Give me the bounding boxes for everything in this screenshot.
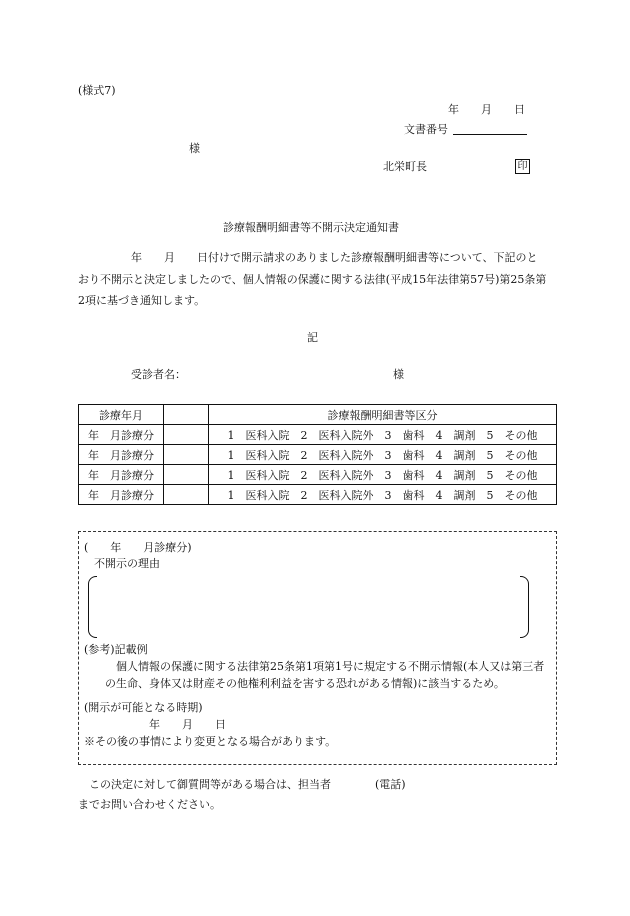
open-label: (開示が可能となる時期) xyxy=(84,701,203,714)
change-note: ※その後の事情により変更となる場合があります。 xyxy=(84,735,337,748)
row-blank xyxy=(164,465,209,485)
table-row xyxy=(79,445,557,465)
header-blank xyxy=(164,405,209,425)
row-period: 年 月診療分 xyxy=(79,465,164,485)
document-title: 診療報酬明細書等不開示決定通知書 xyxy=(223,221,399,234)
header-period: 診療年月 xyxy=(79,405,164,425)
ref-label: (参考)記載例 xyxy=(84,643,148,656)
body-line-3: 2項に基づき通知します。 xyxy=(78,294,206,307)
ki-heading: 記 xyxy=(307,331,318,344)
doc-number-blank xyxy=(453,134,527,135)
row-period: 年 月診療分 xyxy=(79,425,164,445)
clinic-table xyxy=(78,404,557,505)
box-period-line: ( 年 月診療分) xyxy=(84,541,192,554)
reason-bracket-left xyxy=(88,576,97,638)
patient-label: 受診者名： xyxy=(131,368,186,381)
header-category: 診療報酬明細書等区分 xyxy=(209,405,557,425)
row-blank xyxy=(164,445,209,465)
row-categories: 1 医科入院 2 医科入院外 3 歯科 4 調剤 5 その他 xyxy=(209,485,557,505)
row-period: 年 月診療分 xyxy=(79,445,164,465)
patient-sama: 様 xyxy=(393,368,404,381)
table-row xyxy=(79,425,557,445)
footer-line-1: この決定に対して御質問等がある場合は、担当者 (電話) xyxy=(89,778,406,791)
row-categories: 1 医科入院 2 医科入院外 3 歯科 4 調剤 5 その他 xyxy=(209,445,557,465)
row-categories: 1 医科入院 2 医科入院外 3 歯科 4 調剤 5 その他 xyxy=(209,425,557,445)
table-header-row xyxy=(79,405,557,425)
form-label: (様式7) xyxy=(78,84,116,97)
date-line: 年 月 日 xyxy=(448,103,525,116)
reason-label: 不開示の理由 xyxy=(94,557,160,570)
seal-mark: 印 xyxy=(515,159,530,174)
doc-number-label: 文書番号 xyxy=(404,123,448,136)
body-line-1: 年 月 日付けで開示請求のありました診療報酬明細書等について、下記のと xyxy=(131,251,538,264)
body-line-2: おり不開示と決定しましたので、個人情報の保護に関する法律(平成15年法律第57号)第25条第 xyxy=(78,273,547,286)
table-row xyxy=(79,465,557,485)
footer-line-2: までお問い合わせください。 xyxy=(78,798,221,811)
recipient-sama: 様 xyxy=(189,142,200,155)
reason-bracket-right xyxy=(520,576,529,638)
row-blank xyxy=(164,485,209,505)
ref-line-2: の生命、身体又は財産その他権利利益を害する恐れがある情報)に該当するため。 xyxy=(105,677,505,690)
row-blank xyxy=(164,425,209,445)
row-categories: 1 医科入院 2 医科入院外 3 歯科 4 調剤 5 その他 xyxy=(209,465,557,485)
row-period: 年 月診療分 xyxy=(79,485,164,505)
table-row xyxy=(79,485,557,505)
ref-line-1: 個人情報の保護に関する法律第25条第1項第1号に規定する不開示情報(本人又は第三者 xyxy=(116,660,545,673)
open-date: 年 月 日 xyxy=(149,718,226,731)
sender-name: 北栄町長 xyxy=(383,160,427,173)
